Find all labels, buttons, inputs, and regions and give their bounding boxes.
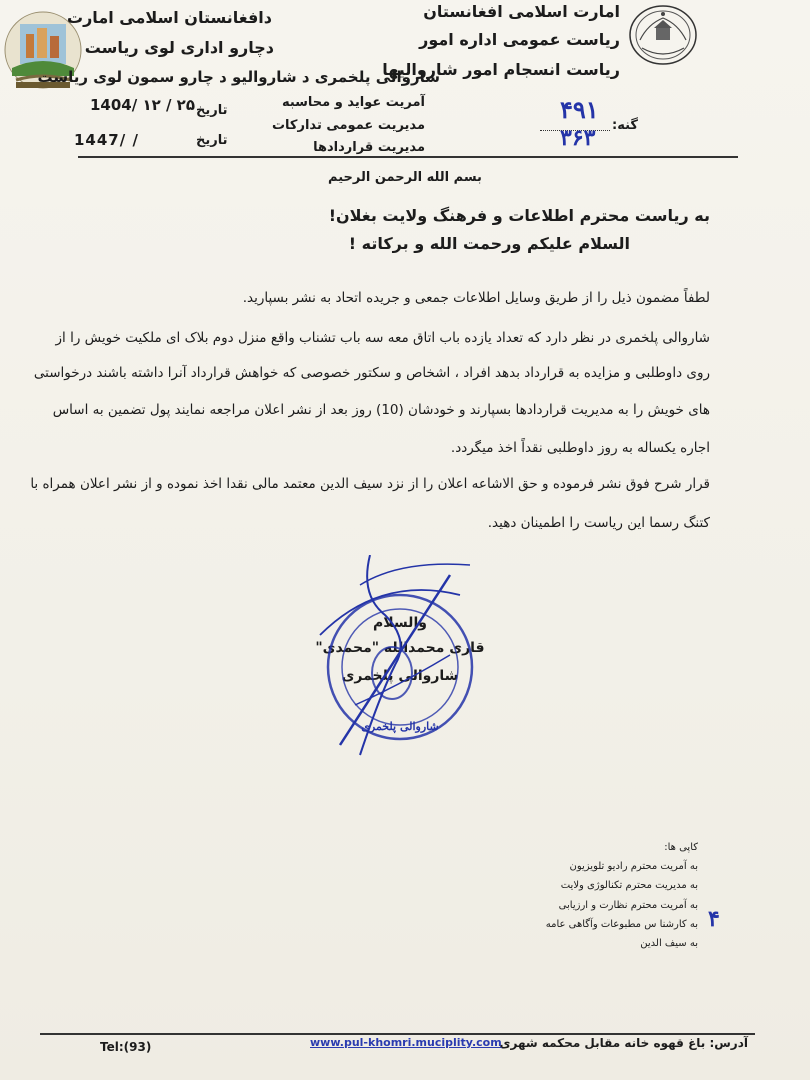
emirate-emblem-icon [628,4,698,66]
header-right-line2: ریاست عمومی اداره امور [419,30,620,49]
basmala: بسم الله الرحمن الرحیم [328,170,482,185]
body-line-1: لطفاً مضمون ذیل را از طریق وسایل اطلاعات جمعی و جریده اتحاد به نشر بسپارید. [242,290,710,306]
signature-name: قاری محمدالله "محمدی" [315,640,485,656]
header-left-line1: دافغانستان اسلامی امارت [67,8,272,27]
body-line-5: اجاره یکساله به روز داوطلبی نقداً اخذ میگردد. [450,440,710,456]
body-line-4: های خویش را به مدیریت قراردادها بسپارند و خودشان (10) روز بعد از نشر اعلان مراجعه نمایند پول تضمین به اساس [52,402,710,418]
footer-divider [40,1033,755,1035]
official-stamp-icon [300,555,500,770]
department-line3: مدیریت قراردادها [313,140,425,155]
header-divider [78,156,738,158]
salutation: السلام علیکم ورحمت الله و برکاته ! [348,234,630,253]
handwritten-mark: ۴ [708,906,720,932]
date-shamsi: 1404/ ۱۲ / ۲۵ [90,96,195,114]
copies-item: به مدیریت محترم تکنالوژی ولایت [560,880,698,891]
copies-item: به آمریت محترم نظارت و ارزیابی [558,900,698,911]
stamp-text: شاروالی پلخمری [361,720,439,733]
header-left-line3: شاروالی پلخمری د شاروالیو د چارو سمون لوی ریاست [37,68,440,86]
body-line-7: کتنگ رسما این ریاست را اطمینان دهید. [487,515,710,531]
signature-office: شاروالی پلخمری [341,668,459,684]
date-label-qamari: تاریخ [196,133,228,148]
copies-title: کاپی ها: [664,842,698,853]
header-left-line2: دچارو اداری لوی ریاست [84,38,274,57]
number-value-top: ۴۹۱ [560,95,599,124]
copies-item: به کارشنا س مطبوعات وآگاهی عامه [545,919,698,930]
footer-website-link[interactable]: www.pul-khomri.muciplity.com [310,1036,502,1049]
header-right-line1: امارت اسلامی افغانستان [423,2,620,21]
signature-closing: والسلام [373,615,427,631]
header-right-line3: ریاست انسجام امور شاروالیها [382,60,620,79]
copies-item: به آمریت محترم رادیو تلویزیون [569,861,698,872]
footer-tel: Tel:(93) [100,1040,152,1054]
number-label: گنه: [612,118,638,133]
number-value-bottom: ۳۶۳ [560,125,596,151]
department-line2: مدیریت عمومی تدارکات [271,118,425,133]
body-line-2: شاروالی پلخمری در نظر دارد که تعداد یازده باب اتاق معه سه باب تشناب واقع منزل دوم بلاک ای ملکیت خویش را از [55,330,710,346]
department-line1: آمریت عواید و محاسبه [281,95,425,110]
copies-item: به سیف الدین [640,938,698,949]
date-label-shamsi: تاریخ [196,103,228,118]
body-line-6: قرار شرح فوق نشر فرموده و حق الاشاعه اعلان را از نزد سیف الدین معتمد مالی نقدا اخذ نموده و از نشر اعلان همراه با [30,476,710,492]
addressee: به ریاست محترم اطلاعات و فرهنگ ولایت بغلان! [328,206,710,225]
date-qamari: 1447/ / [74,131,139,149]
body-line-3: روی داوطلبی و مزایده به قرارداد بدهد افراد ، اشخاص و سکتور خصوصی که خواهش قرارداد آنرا داشته باشند درخواستی [33,365,710,381]
footer-address: آدرس: باغ قهوه خانه مقابل محکمه شهری [499,1036,748,1050]
